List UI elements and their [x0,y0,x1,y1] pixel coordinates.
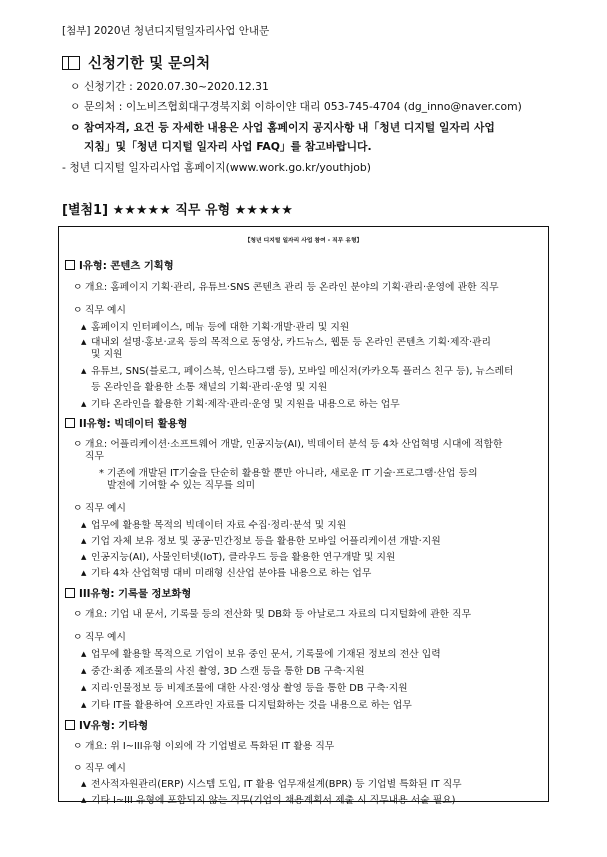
triangle-bullet-icon: ▲ [81,701,87,709]
type1-ex4: ▲ 기타 온라인을 활용한 기획·제작·관리·운영 및 지원을 내용으로 하는 업무 [81,399,400,410]
triangle-bullet-icon: ▲ [81,780,87,788]
type4-ex2: ▲ 기타 I~III 유형에 포함되지 않는 직무(기업의 채용계획서 제출 시 직무내용 서술 필요) [81,795,456,806]
type3-ex4: ▲ 기타 IT를 활용하여 오프라인 자료를 디지털화하는 것을 내용으로 하는 업무 [81,700,412,711]
homepage-link[interactable]: - 청년 디지털 일자리사업 홈페이지(www.work.go.kr/youthjob) [62,161,371,174]
attachment-header: [첨부] 2020년 청년디지털일자리사업 안내문 [62,25,270,37]
type1-ex2: ▲ 대내외 설명·홍보·교육 등의 목적으로 동영상, 카드뉴스, 웹툰 등 온라인 콘텐츠 기획·제작·관리 [81,337,491,348]
type2-ex1: ▲ 업무에 활용할 목적의 빅데이터 자료 수집·정리·분석 및 지원 [81,520,347,531]
box-title: 【청년 디지털 일자리 사업 참여 - 직무 유형】 [244,238,363,244]
type3-ex2: ▲ 중간·최종 제조물의 사진 촬영, 3D 스캔 등을 통한 DB 구축·지원 [81,666,365,677]
type3-overview: ㅇ 개요: 기업 내 문서, 기록물 등의 전산화 및 DB화 등 아날로그 자료의 디지털화에 관한 직무 [73,609,472,620]
type2-note-cont: 발전에 기여할 수 있는 직무를 의미 [107,480,256,491]
type3-heading: III유형: 기록물 정보화형 [65,585,191,600]
type4-ex1: ▲ 전사적자원관리(ERP) 시스템 도입, IT 활용 업무재설계(BPR) 등 기업별 특화된 IT 직무 [81,779,462,790]
type1-ex1: ▲ 홈페이지 인터페이스, 메뉴 등에 대한 기획·개발·관리 및 지원 [81,322,350,333]
note-line-1: ㅇ 참여자격, 요건 등 자세한 내용은 사업 홈페이지 공지사항 내「청년 디지털 일자리 사업 [70,121,495,134]
type1-ex2-cont: 및 지원 [91,349,123,360]
section-box-icon [62,56,80,70]
triangle-bullet-icon: ▲ [81,521,87,529]
checkbox-icon [65,720,75,730]
attachment-title: [별첨1] ★★★★★ 직무 유형 ★★★★★ [62,203,293,218]
triangle-bullet-icon: ▲ [81,367,87,375]
checkbox-icon [65,588,75,598]
type2-overview: ㅇ 개요: 어플리케이션·소프트웨어 개발, 인공지능(AI), 빅데이터 분석 등 4차 산업혁명 시대에 적합한 [73,439,503,450]
triangle-bullet-icon: ▲ [81,553,87,561]
checkbox-icon [65,418,75,428]
triangle-bullet-icon: ▲ [81,323,87,331]
type3-examples-label: ㅇ 직무 예시 [73,632,126,643]
triangle-bullet-icon: ▲ [81,650,87,658]
type4-overview: ㅇ 개요: 위 I~III유형 이외에 각 기업별로 특화된 IT 활용 직무 [73,741,335,752]
type2-ex4: ▲ 기타 4차 산업혁명 대비 미래형 신산업 분야를 내용으로 하는 업무 [81,568,372,579]
type2-heading: II유형: 빅데이터 활용형 [65,415,187,430]
type1-heading: I유형: 콘텐츠 기획형 [65,257,174,272]
type1-overview: ㅇ 개요: 홈페이지 기획·관리, 유튜브·SNS 콘텐츠 관리 등 온라인 분야의 기획·관리·운영에 관한 직무 [73,282,499,293]
triangle-bullet-icon: ▲ [81,667,87,675]
type2-ex2: ▲ 기업 자체 보유 정보 및 공공·민간정보 등을 활용한 모바일 어플리케이션 개발·지원 [81,536,441,547]
type2-overview-cont: 직무 [85,451,104,462]
triangle-bullet-icon: ▲ [81,537,87,545]
triangle-bullet-icon: ▲ [81,338,87,346]
checkbox-icon [65,260,75,270]
type2-examples-label: ㅇ 직무 예시 [73,503,126,514]
type1-examples-label: ㅇ 직무 예시 [73,305,126,316]
type3-ex3: ▲ 지리·인물정보 등 비제조물에 대한 사진·영상 촬영 등을 통한 DB 구축·지원 [81,683,408,694]
type2-ex3: ▲ 인공지능(AI), 사물인터넷(IoT), 클라우드 등을 활용한 연구개발 및 지원 [81,552,396,563]
type4-examples-label: ㅇ 직무 예시 [73,763,126,774]
triangle-bullet-icon: ▲ [81,400,87,408]
type2-note: * 기존에 개발된 IT기술을 단순히 활용할 뿐만 아니라, 새로운 IT 기술·프로그램·산업 등의 [99,468,478,479]
triangle-bullet-icon: ▲ [81,569,87,577]
job-types-box [58,226,549,806]
note-line-2: 지침」및「청년 디지털 일자리 사업 FAQ」를 참고바랍니다. [84,140,372,153]
section-title-text: 신청기한 및 문의처 [88,56,211,72]
period-line: ㅇ 신청기간 : 2020.07.30~2020.12.31 [70,80,269,93]
type1-ex3: ▲ 유튜브, SNS(블로그, 페이스북, 인스타그램 등), 모바일 메신저(카카오톡 플러스 친구 등), 뉴스레터 [81,366,514,377]
type4-heading: IV유형: 기타형 [65,717,148,732]
contact-line: ㅇ 문의처 : 이노비즈협회대구경북지회 이하이얀 대리 053-745-4704 (dg_inno@naver.com) [70,100,522,113]
type1-ex3-cont: 등 온라인을 활용한 소통 채널의 기획·관리·운영 및 지원 [91,382,328,393]
section-title [62,52,210,73]
type3-ex1: ▲ 업무에 활용할 목적으로 기업이 보유 중인 문서, 기록물에 기재된 정보의 전산 입력 [81,649,441,660]
triangle-bullet-icon: ▲ [81,796,87,804]
triangle-bullet-icon: ▲ [81,684,87,692]
